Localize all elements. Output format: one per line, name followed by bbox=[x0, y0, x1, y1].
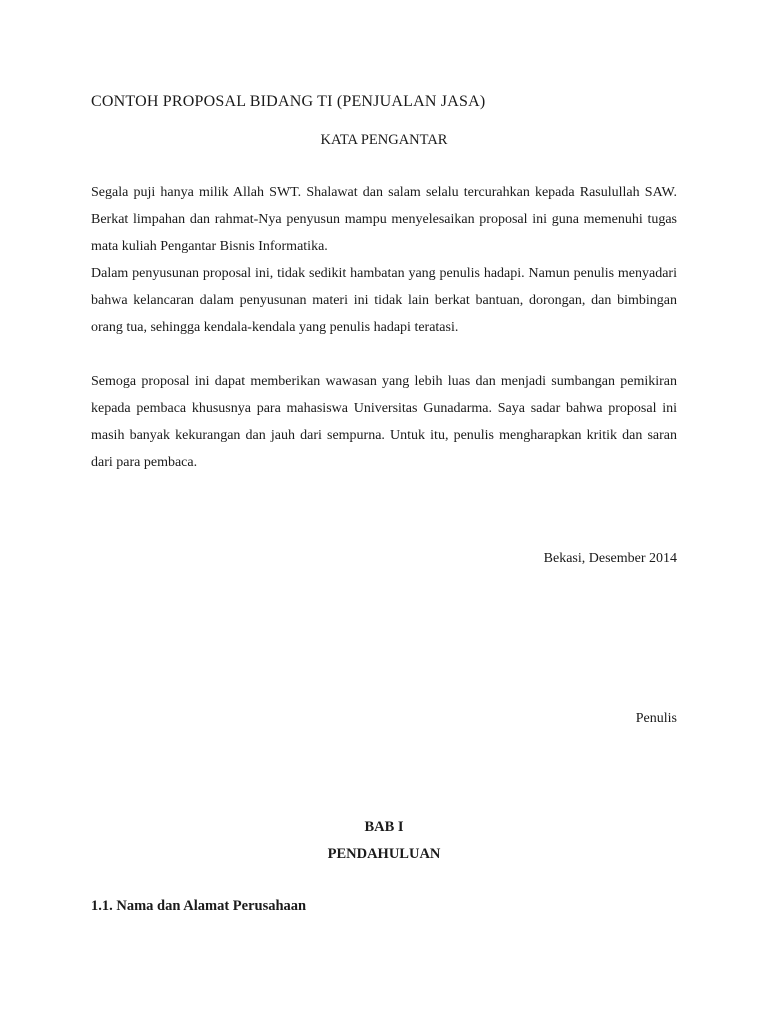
document-title: CONTOH PROPOSAL BIDANG TI (PENJUALAN JASA) bbox=[91, 93, 486, 110]
preface-paragraph: Semoga proposal ini dapat memberikan wawasan yang lebih luas dan menjadi sumbangan pemikiran kepada pembaca khususnya para mahasiswa Universitas Gunadarma. Saya sadar bahwa proposal ini masih banyak kekurangan dan jauh dari sempurna. Untuk itu, penulis mengharapkan kritik dan saran dari para pembaca. bbox=[91, 374, 677, 470]
section-heading: 1.1. Nama dan Alamat Perusahaan bbox=[91, 898, 307, 914]
preface-paragraph: Segala puji hanya milik Allah SWT. Shalawat dan salam selalu tercurahkan kepada Rasulullah SAW. Berkat limpahan dan rahmat-Nya penyusun mampu menyelesaikan proposal ini guna memenuhi tugas mata kuliah Pengantar Bisnis Informatika. bbox=[91, 185, 677, 254]
author-signature: Penulis bbox=[635, 711, 677, 726]
place-date: Bekasi, Desember 2014 bbox=[543, 551, 677, 566]
preface-paragraph: Dalam penyusunan proposal ini, tidak sedikit hambatan yang penulis hadapi. Namun penulis menyadari bahwa kelancaran dalam penyusunan materi ini tidak lain berkat bantuan, dorongan, dan bimbingan orang tua, sehingga kendala-kendala yang penulis hadapi teratasi. bbox=[91, 266, 677, 335]
chapter-number: BAB I bbox=[364, 819, 404, 835]
preface-heading: KATA PENGANTAR bbox=[320, 132, 448, 148]
chapter-title: PENDAHULUAN bbox=[327, 846, 441, 862]
